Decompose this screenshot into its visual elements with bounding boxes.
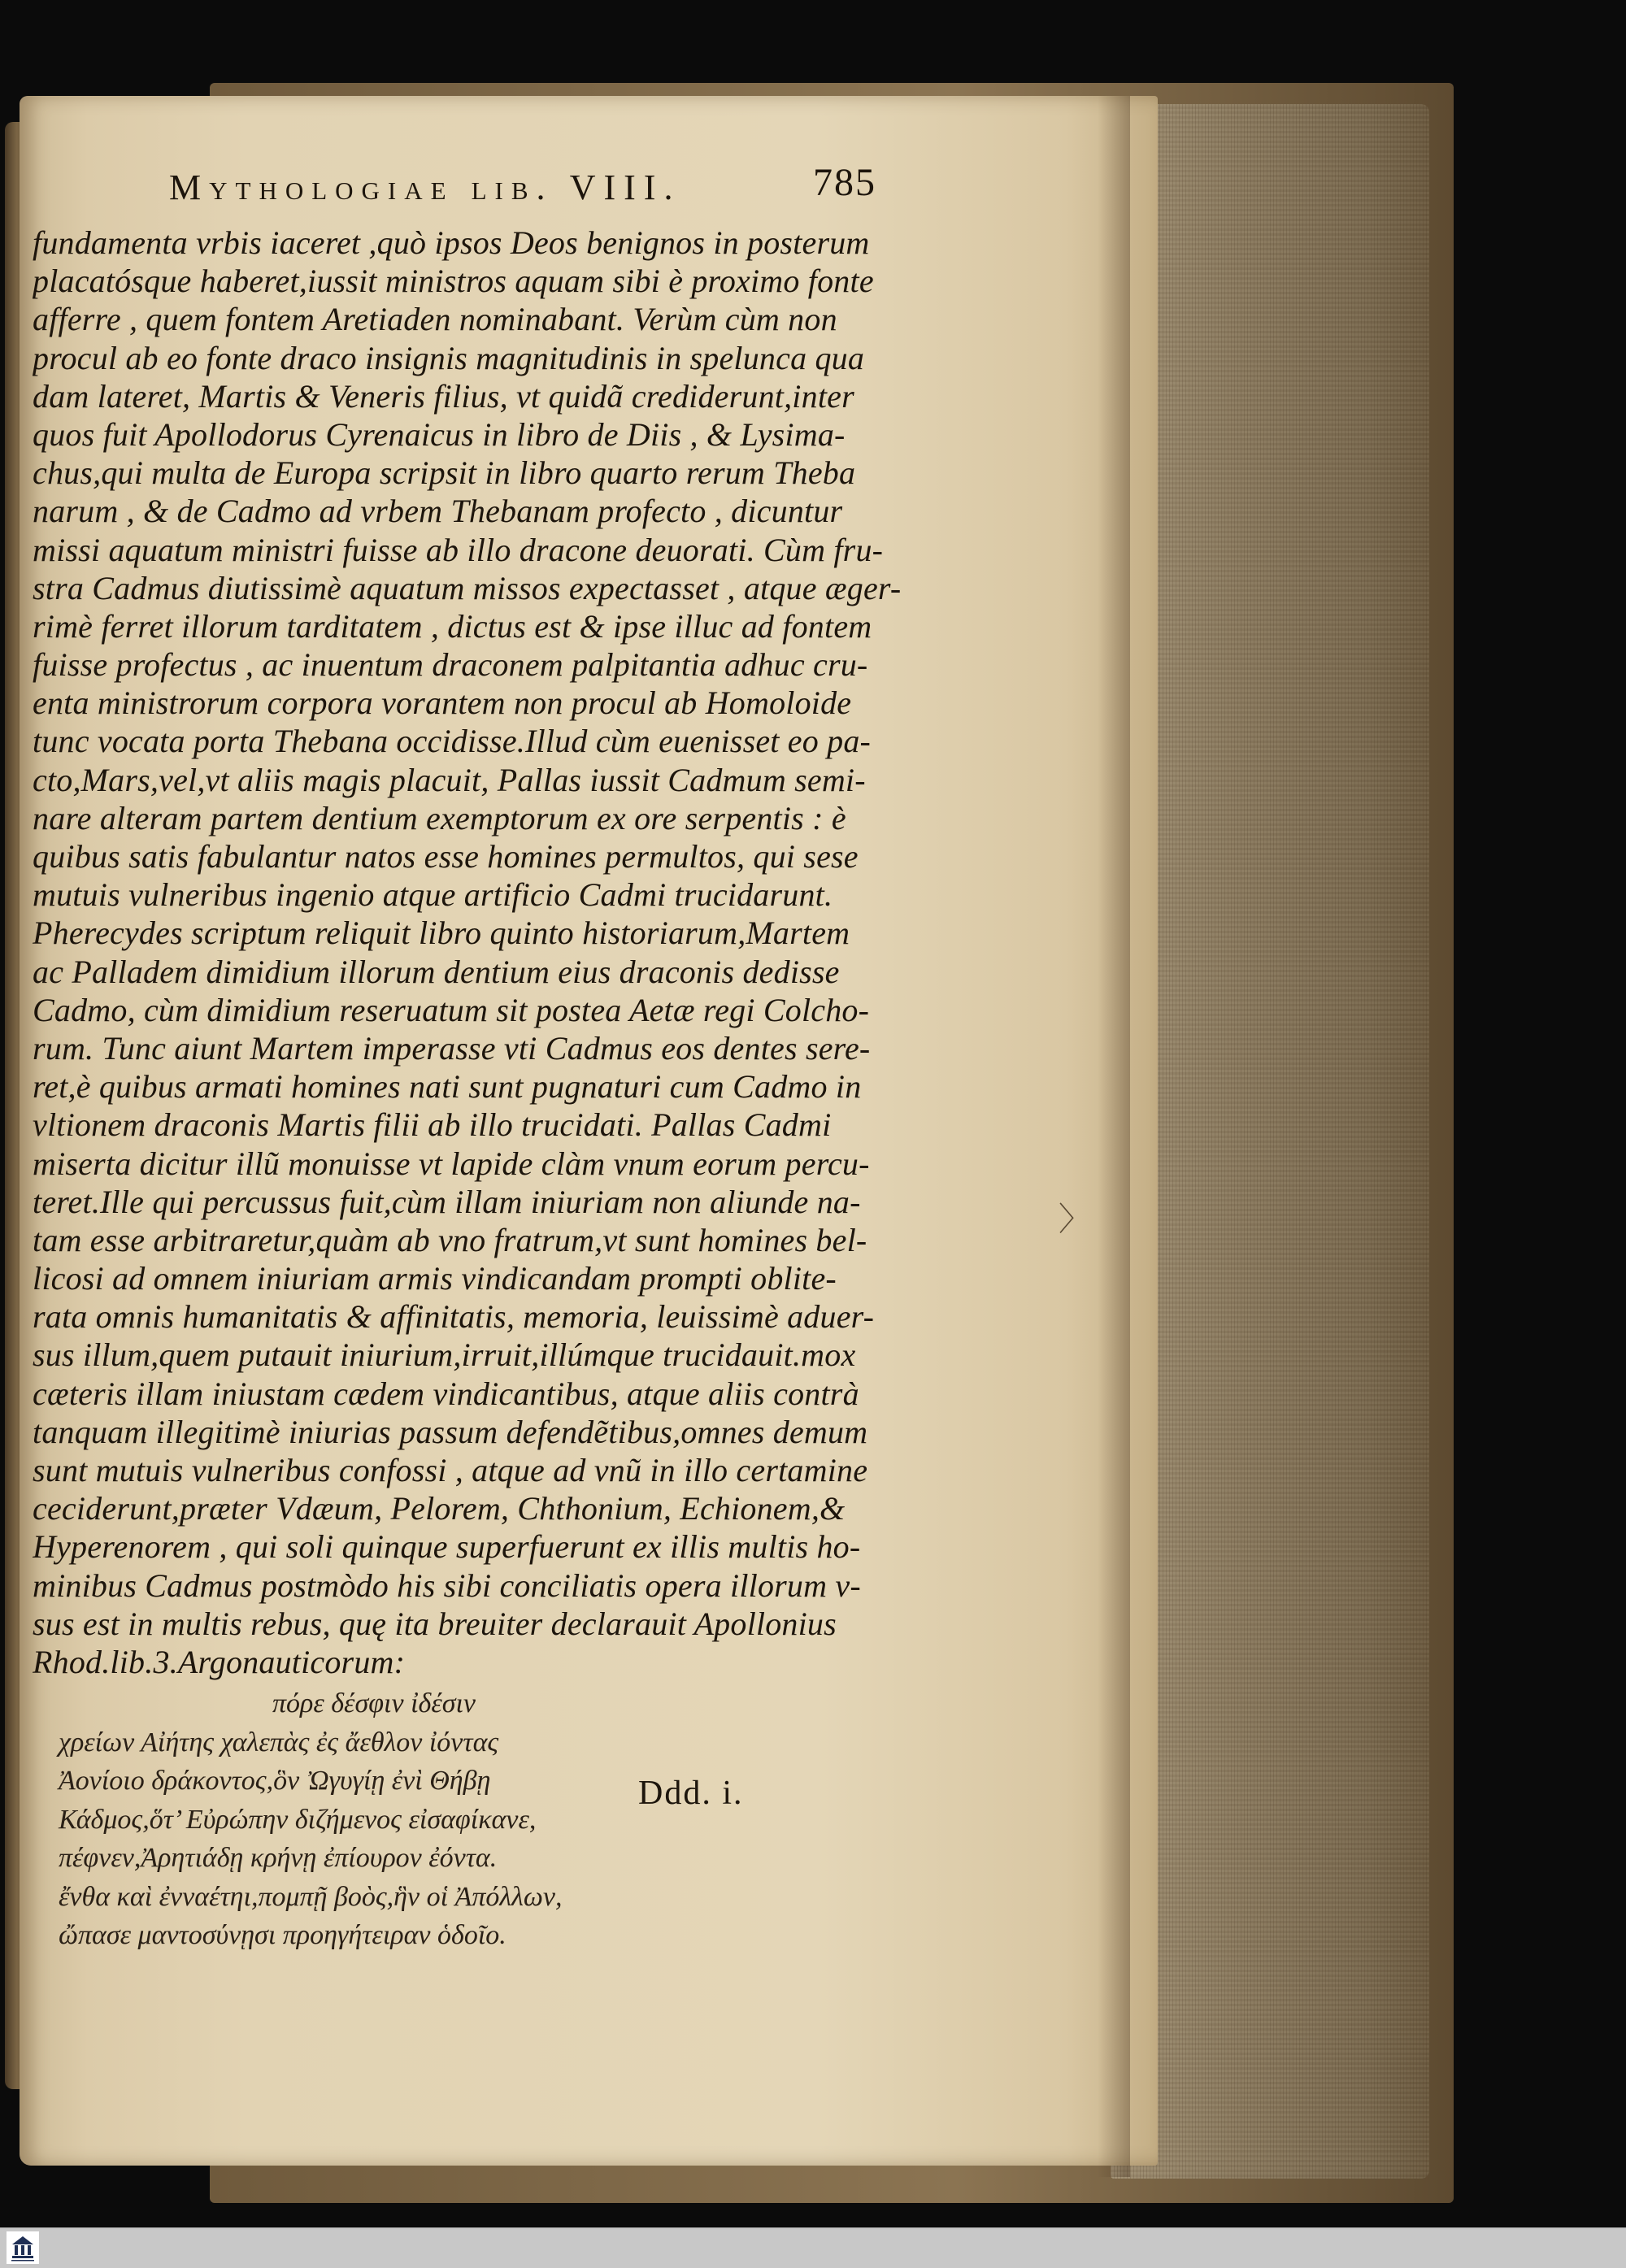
body-line: quos fuit Apollodorus Cyrenaicus in libro de Diis , & Lysima- <box>33 415 846 453</box>
greek-verse-line: πόρε δέσφιν ἰδέσιν <box>272 1688 476 1719</box>
body-line: vltionem draconis Martis filii ab illo trucidati. Pallas Cadmi <box>33 1106 832 1144</box>
running-title: Mythologiae lib. VIII. <box>169 167 681 207</box>
page-edge-shadow <box>1098 96 1130 2177</box>
greek-verse-line: Ἀονίοιο δράκοντος,ὃν Ὠγυγίῃ ἐνὶ Θήβῃ <box>59 1766 491 1797</box>
body-line: dam lateret, Martis & Veneris filius, vt quidã crediderunt,inter <box>33 377 854 415</box>
library-logo-icon <box>7 2231 39 2264</box>
body-line: missi aquatum ministri fuisse ab illo dracone deuorati. Cùm fru- <box>33 531 884 568</box>
body-line: tam esse arbitraretur,quàm ab vno fratrum,vt sunt homines bel- <box>33 1221 867 1258</box>
greek-quotation <box>33 1684 939 1955</box>
page-number: 785 <box>813 161 876 204</box>
body-line: afferre , quem fontem Aretiaden nominabant. Verùm cùm non <box>33 301 837 338</box>
body-line: licosi ad omnem iniuriam armis vindicandam prompti oblite- <box>33 1260 837 1297</box>
body-text <box>33 224 939 1681</box>
body-line: placatósque haberet,iussit ministros aquam sibi è proximo fonte <box>33 263 874 300</box>
body-line: narum , & de Cadmo ad vrbem Thebanam profecto , dicuntur <box>33 493 843 530</box>
body-line: quibus satis fabulantur natos esse homines permultos, qui sese <box>33 838 859 875</box>
body-line: teret.Ille qui percussus fuit,cùm illam iniuriam non aliunde na- <box>33 1183 861 1220</box>
body-line: ret,è quibus armati homines nati sunt pugnaturi cum Cadmo in <box>33 1068 862 1106</box>
body-line: ac Palladem dimidium illorum dentium eius draconis dedisse <box>33 953 840 990</box>
body-line: chus,qui multa de Europa scripsit in libro quarto rerum Theba <box>33 454 856 492</box>
greek-verse-line: πέφνεν,Ἀρητιάδῃ κρήνῃ ἐπίουρον ἐόντα. <box>59 1843 498 1874</box>
body-line: Rhod.lib.3.Argonauticorum: <box>33 1643 406 1680</box>
body-line: miserta dicitur illũ monuisse vt lapide clàm vnum eorum percu- <box>33 1145 870 1182</box>
body-line: mutuis vulneribus ingenio atque artificio Cadmi trucidarunt. <box>33 876 833 914</box>
body-line: nare alteram partem dentium exemptorum ex ore serpentis : è <box>33 799 846 836</box>
body-line: sus est in multis rebus, quę ita breuiter declarauit Apollonius <box>33 1605 837 1642</box>
body-line: fundamenta vrbis iaceret ,quò ipsos Deos benignos in posterum <box>33 224 870 261</box>
body-line: rum. Tunc aiunt Martem imperasse vti Cadmus eos dentes sere- <box>33 1029 871 1067</box>
running-head <box>33 161 939 224</box>
greek-verse-line: χρείων Αἰήτης χαλεπὰς ἐς ἄεθλον ἰόντας <box>59 1727 499 1757</box>
body-line: Cadmo, cùm dimidium reseruatum sit postea Aetæ regi Colcho- <box>33 991 870 1028</box>
body-line: fuisse profectus , ac inuentum draconem palpitantia adhuc cru- <box>33 646 868 684</box>
body-line: enta ministrorum corpora vorantem non procul ab Homoloide <box>33 684 852 722</box>
page-edges-fore-edge <box>1111 104 1429 2179</box>
greek-verse-line: ἔνθα καὶ ἐνναέτηι,πομπῇ βοὸς,ἣν οἱ Ἀπόλλων, <box>59 1881 563 1912</box>
body-line: rimè ferret illorum tarditatem , dictus est & ipse illuc ad fontem <box>33 607 872 645</box>
signature-mark: Ddd. i. <box>638 1775 744 1812</box>
body-line: tanquam illegitimè iniurias passum defendẽtibus,omnes demum <box>33 1413 868 1450</box>
greek-verse-line: ὤπασε μαντοσύνῃσι προηγήτειραν ὁδοῖο. <box>59 1920 506 1951</box>
body-line: Hyperenorem , qui soli quinque superfuerunt ex illis multis ho- <box>33 1528 861 1566</box>
body-line: minibus Cadmus postmòdo his sibi conciliatis opera illorum v- <box>33 1566 861 1604</box>
body-line: cæteris illam iniustam cædem vindicantibus, atque aliis contrà <box>33 1375 859 1412</box>
body-line: Pherecydes scriptum reliquit libro quinto historiarum,Martem <box>33 915 850 952</box>
body-line: rata omnis humanitatis & affinitatis, memoria, leuissimè aduer- <box>33 1298 875 1336</box>
body-line: sunt mutuis vulneribus confossi , atque ad vnũ in illo certamine <box>33 1452 868 1488</box>
greek-verse-line: Κάδμος,ὅτ’ Εὐρώπην διζήμενος εἰσαφίκανε, <box>59 1804 537 1835</box>
viewer-footer-bar <box>0 2227 1626 2268</box>
margin-mark: 〉 <box>1059 1201 1091 1237</box>
body-line: ceciderunt,præter Vdæum, Pelorem, Chthonium, Echionem,& <box>33 1490 846 1527</box>
body-line: cto,Mars,vel,vt aliis magis placuit, Pallas iussit Cadmum semi- <box>33 761 866 798</box>
body-line: stra Cadmus diutissimè aquatum missos expectasset , atque æger- <box>33 569 902 606</box>
body-line: sus illum,quem putauit iniurium,irruit,illúmque trucidauit.mox <box>33 1336 856 1374</box>
body-line: procul ab eo fonte draco insignis magnitudinis in spelunca qua <box>33 339 865 376</box>
body-line: tunc vocata porta Thebana occidisse.Illud cùm euenisset eo pa- <box>33 723 872 760</box>
text-block <box>33 161 939 1955</box>
